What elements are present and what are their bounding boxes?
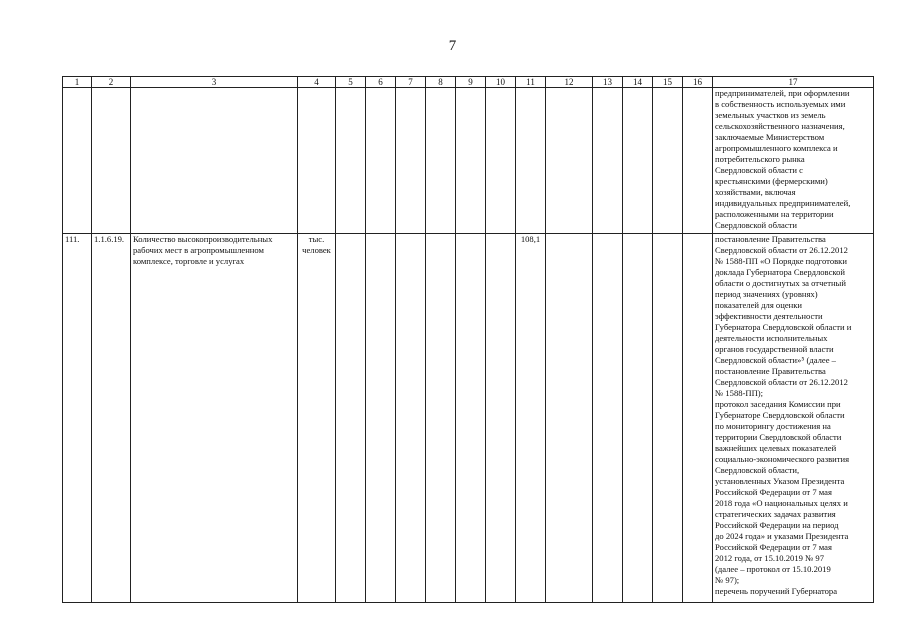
empty-cell <box>336 234 366 603</box>
column-header: 17 <box>713 77 874 88</box>
page-number: 7 <box>448 38 457 54</box>
empty-cell <box>623 88 653 234</box>
column-header: 14 <box>623 77 653 88</box>
unit-cell: тыс. человек <box>298 234 336 603</box>
empty-cell <box>486 88 516 234</box>
source-document-cell: предпринимателей, при оформлении в собственность используемых ими земельных участков из земель сельскохозяйственного назначения, заключаемые Министерством агропромышленного комплекса и потребительского рынка Свердловской области с крестьянскими (фермерскими) хозяйствами, включая индивидуальных предпринимателей, расположенными на территории Свердловской области <box>713 88 874 234</box>
indicator-name-cell: Количество высокопроизводительных рабочих мест в агропромышленном комплексе, торговле и услугах <box>131 234 298 603</box>
header-row <box>63 77 874 88</box>
empty-cell <box>623 234 653 603</box>
empty-cell <box>396 234 426 603</box>
column-header: 12 <box>546 77 593 88</box>
value-cell <box>516 88 546 234</box>
column-header: 15 <box>653 77 683 88</box>
empty-cell <box>546 88 593 234</box>
column-header: 13 <box>593 77 623 88</box>
row-number-cell: 111. <box>63 234 92 603</box>
empty-cell <box>683 234 713 603</box>
row-number-cell <box>63 88 92 234</box>
empty-cell <box>366 88 396 234</box>
unit-cell <box>298 88 336 234</box>
column-header: 6 <box>366 77 396 88</box>
row-code-cell: 1.1.6.19. <box>92 234 131 603</box>
empty-cell <box>426 88 456 234</box>
empty-cell <box>653 88 683 234</box>
column-header: 7 <box>396 77 426 88</box>
column-header: 10 <box>486 77 516 88</box>
column-header: 11 <box>516 77 546 88</box>
column-header: 9 <box>456 77 486 88</box>
empty-cell <box>366 234 396 603</box>
row-code-cell <box>92 88 131 234</box>
table-row <box>63 234 874 603</box>
column-header: 16 <box>683 77 713 88</box>
empty-cell <box>486 234 516 603</box>
empty-cell <box>546 234 593 603</box>
data-table <box>62 76 874 603</box>
empty-cell <box>336 88 366 234</box>
empty-cell <box>683 88 713 234</box>
column-header: 2 <box>92 77 131 88</box>
empty-cell <box>593 88 623 234</box>
indicator-name-cell <box>131 88 298 234</box>
empty-cell <box>396 88 426 234</box>
column-header: 4 <box>298 77 336 88</box>
empty-cell <box>426 234 456 603</box>
column-header: 5 <box>336 77 366 88</box>
source-document-cell: постановление Правительства Свердловской области от 26.12.2012 № 1588-ПП «О Порядке подготовки доклада Губернатора Свердловской области о достигнутых за отчетный период значениях (уровнях) показателей для оценки эффективности деятельности Губернатора Свердловской области и деятельности исполнительных органов государственной власти Свердловской области»⁵ (далее – постановление Правительства Свердловской области от 26.12.2012 № 1588-ПП); протокол заседания Комиссии при Губернаторе Свердловской области по мониторингу достижения на территории Свердловской области важнейших целевых показателей социально-экономического развития Свердловской области, установленных Указом Президента Российской Федерации от 7 мая 2018 года «О национальных целях и стратегических задачах развития Российской Федерации на период до 2024 года» и указами Президента Российской Федерации от 7 мая 2012 года, от 15.10.2019 № 97 (далее – протокол от 15.10.2019 № 97); перечень поручений Губернатора <box>713 234 874 603</box>
value-cell: 108,1 <box>516 234 546 603</box>
empty-cell <box>456 234 486 603</box>
empty-cell <box>593 234 623 603</box>
column-header: 1 <box>63 77 92 88</box>
column-header: 3 <box>131 77 298 88</box>
table-row <box>63 88 874 234</box>
column-header: 8 <box>426 77 456 88</box>
empty-cell <box>456 88 486 234</box>
empty-cell <box>653 234 683 603</box>
